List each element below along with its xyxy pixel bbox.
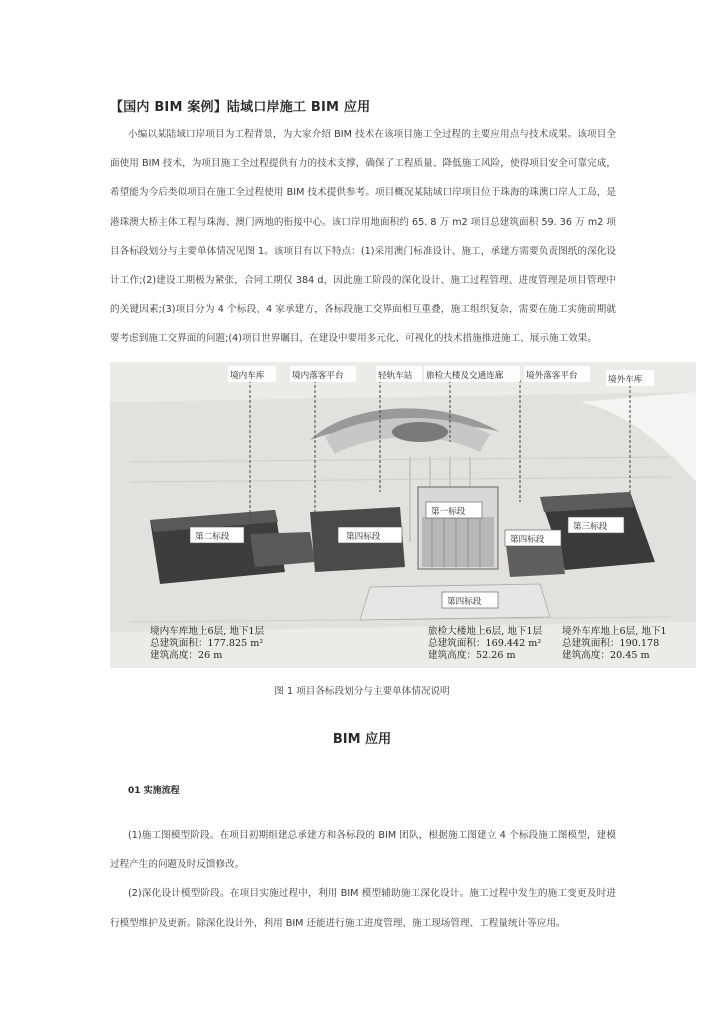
stat-center-1: 旅检大楼地上6层, 地下1层 [428, 626, 543, 637]
site-figure [110, 362, 696, 668]
paragraph-2: (2)深化设计模型阶段。在项目实施过程中，利用 BIM 模型辅助施工深化设计。施工过程中发生的施工变更及时进行模型维护及更新。除深化设计外，利用 BIM 还能进行施工进度管理、施工现场管理、工程量统计等应用。 [110, 888, 616, 929]
paragraph-1: (1)施工图模型阶段。在项目初期组建总承建方和各标段的 BIM 团队，根据施工图建立 4 个标段施工图模型，建模过程产生的问题及时反馈修改。 [110, 830, 616, 871]
intro-paragraph: 小编以某陆域口岸项目为工程背景，为大家介绍 BIM 技术在该项目施工全过程的主要应用点与技术成果。该项目全面使用 BIM 技术，为项目施工全过程提供有力的技术支撑，确保了工程质量、降低施工风险，使得项目安全可靠完成，希望能为今后类似项目在施工全过程使用 BIM 技术提供参考。项目概况某陆域口岸项目位于珠海的珠澳口岸人工岛，是港珠澳大桥主体工程与珠海、澳门两地的衔接中心。该口岸用地面积约 65. 8 万 m2 项目总建筑面积 59. 36 万 m2 项目各标段划分与主要单体情况见图 1。该项目有以下特点：(1)采用澳门标准设计、施工，承建方需要负责图纸的深化设计工作;(2)建设工期极为紧张，合同工期仅 384 d，因此施工阶段的深化设计、施工过程管理、进度管理是项目管理中的关键因素;(3)项目分为 4 个标段、4 家承建方，各标段施工交界面相互重叠，施工组织复杂，需要在施工实施前期就要考虑到施工交界面的问题;(4)项目世界瞩目，在建设中要用多元化、可视化的技术措施推进施工、展示施工效果。 [110, 129, 616, 345]
stat-center-2: 总建筑面积：169.442 m² [428, 638, 542, 649]
section-heading: BIM 应用 [332, 732, 392, 747]
label-section-4a: 第四标段 [346, 532, 381, 542]
label-section-2: 第二标段 [195, 532, 230, 542]
label-overseas-garage: 境外车库 [608, 375, 643, 385]
label-domestic-dropoff: 境内落客平台 [292, 371, 344, 381]
label-light-rail: 轻轨车站 [378, 371, 413, 381]
stat-left-3: 建筑高度：26 m [150, 650, 223, 661]
stat-left-2: 总建筑面积：177.825 m² [150, 638, 264, 649]
body-text [110, 821, 616, 938]
stat-right-1: 境外车库地上6层, 地下1 [562, 626, 667, 637]
label-inspection-building: 旅检大楼及交通连廊 [426, 371, 504, 381]
stat-right-2: 总建筑面积：190.178 [562, 638, 660, 649]
figure-caption: 图 1 项目各标段划分与主要单体情况说明 [274, 686, 450, 697]
stat-left-1: 境内车库地上6层, 地下1层 [150, 626, 265, 637]
stat-center-3: 建筑高度：52.26 m [428, 650, 516, 661]
sub-heading: 01 实施流程 [128, 786, 180, 796]
label-section-4c: 第四标段 [447, 597, 482, 607]
label-domestic-garage: 境内车库 [230, 371, 265, 381]
page-title: 【国内 BIM 案例】陆域口岸施工 BIM 应用 [110, 100, 371, 115]
intro-text [110, 120, 616, 354]
stat-right-3: 建筑高度：20.45 m [562, 650, 650, 661]
label-section-3: 第三标段 [573, 522, 608, 532]
label-overseas-dropoff: 境外落客平台 [526, 371, 578, 381]
label-section-4b: 第四标段 [510, 535, 545, 545]
label-section-1: 第一标段 [431, 507, 466, 517]
site-illustration [110, 362, 696, 668]
